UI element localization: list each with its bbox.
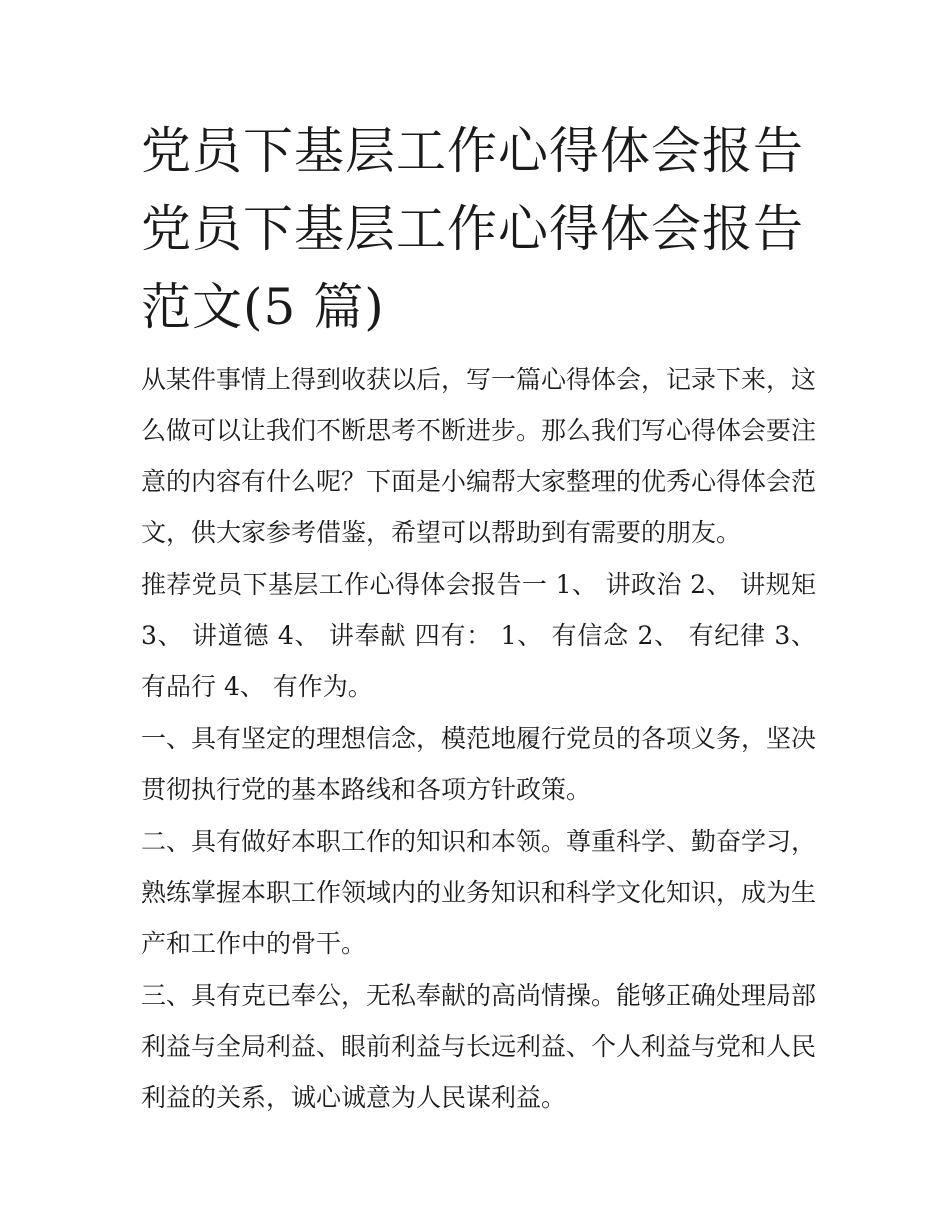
document-page: [141, 112, 816, 1124]
recommendation-paragraph: 推荐党员下基层工作心得体会报告一 1、 讲政治 2、 讲规矩 3、 讲道德 4、 讲奉献 四有： 1、 有信念 2、 有纪律 3、 有品行 4、 有作为。: [141, 570, 816, 701]
title-line-1: 党员下基层工作心得体会报告: [141, 122, 804, 180]
title-line-2: 党员下基层工作心得体会报告: [141, 200, 804, 258]
point-one-paragraph: 一、具有坚定的理想信念，模范地履行党员的各项义务，坚决贯彻执行党的基本路线和各项方针政策。: [141, 724, 817, 804]
point-two-paragraph: 二、具有做好本职工作的知识和本领。尊重科学、勤奋学习，熟练掌握本职工作领域内的业务知识和科学文化知识，成为生产和工作中的骨干。: [141, 827, 817, 958]
intro-paragraph: 从某件事情上得到收获以后，写一篇心得体会，记录下来，这么做可以让我们不断思考不断进步。那么我们写心得体会要注意的内容有什么呢？下面是小编帮大家整理的优秀心得体会范文，供大家参考借鉴，希望可以帮助到有需要的朋友。: [141, 365, 817, 547]
title-line-3: 范文(5 篇): [141, 278, 385, 336]
document-title: [141, 112, 816, 346]
point-three-paragraph: 三、具有克已奉公，无私奉献的高尚情操。能够正确处理局部利益与全局利益、眼前利益与长远利益、个人利益与党和人民利益的关系，诚心诚意为人民谋利益。: [141, 981, 817, 1112]
